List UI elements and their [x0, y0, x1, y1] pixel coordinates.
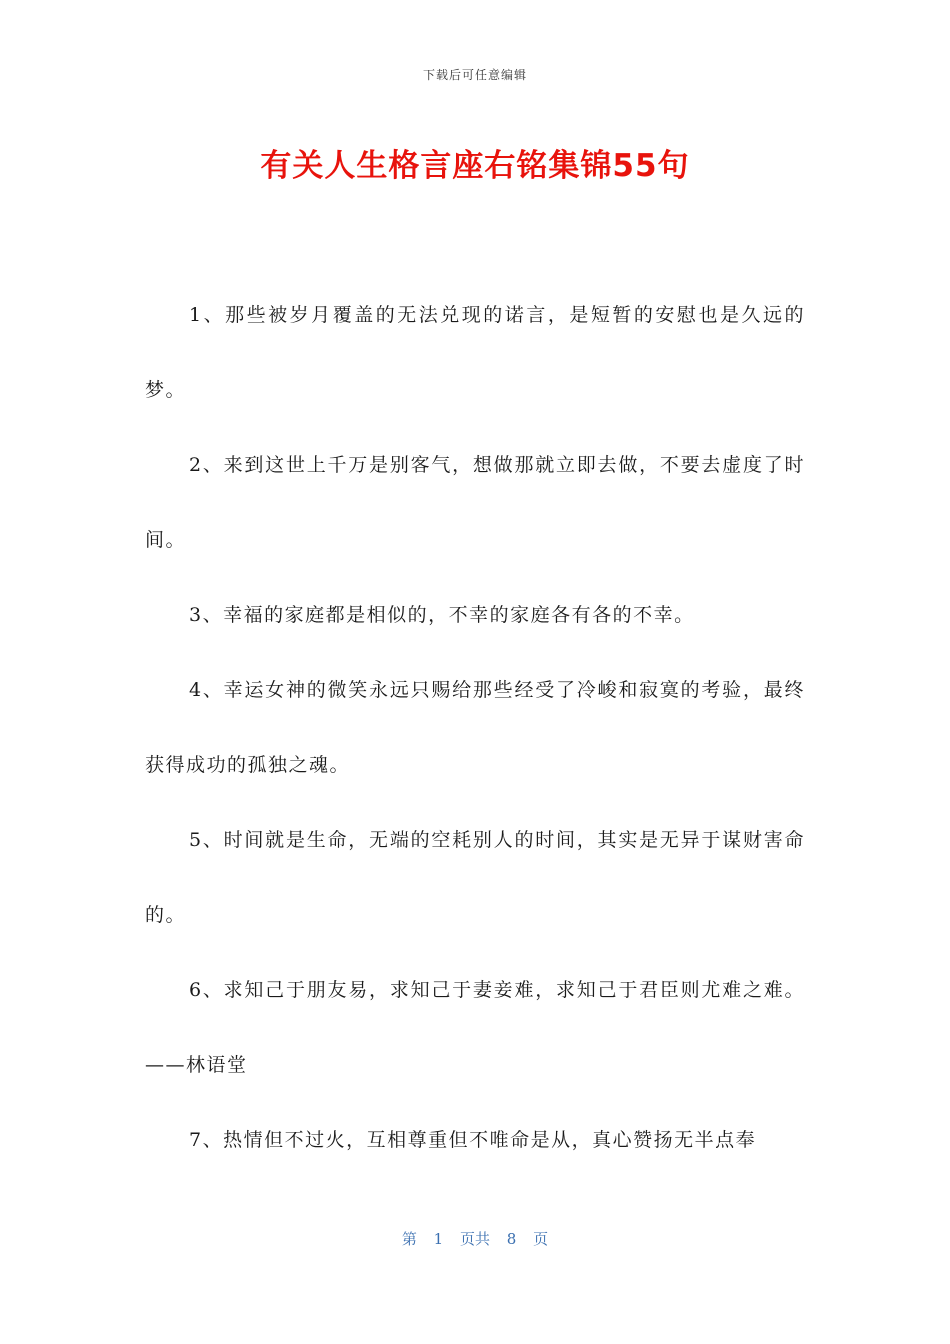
quote-paragraph: 3、幸福的家庭都是相似的，不幸的家庭各有各的不幸。 [189, 604, 695, 626]
footer-suffix: 页 [533, 1230, 549, 1248]
quote-paragraph: 2、来到这世上千万是别客气，想做那就立即去做，不要去虚度了时间。 [145, 454, 805, 551]
document-title: 有关人生格言座右铭集锦55句 [260, 148, 690, 184]
header-note: 下载后可任意编辑 [422, 68, 527, 82]
quote-paragraph: 4、幸运女神的微笑永远只赐给那些经受了冷峻和寂寞的考验，最终获得成功的孤独之魂。 [145, 679, 805, 776]
page-footer [0, 1228, 950, 1249]
document-body [145, 278, 805, 1178]
quote-paragraph: 6、求知己于朋友易，求知己于妻妾难，求知己于君臣则尤难之难。——林语堂 [145, 979, 805, 1076]
quote-paragraph: 5、时间就是生命，无端的空耗别人的时间，其实是无异于谋财害命的。 [145, 829, 805, 926]
quote-paragraph: 1、那些被岁月覆盖的无法兑现的诺言，是短暂的安慰也是久远的梦。 [145, 304, 805, 401]
footer-middle: 页共 [459, 1230, 490, 1248]
total-pages-number: 8 [506, 1230, 517, 1248]
footer-prefix: 第 [401, 1230, 417, 1248]
quote-paragraph: 7、热情但不过火，互相尊重但不唯命是从，真心赞扬无半点奉 [189, 1129, 757, 1151]
current-page-number: 1 [433, 1230, 444, 1248]
